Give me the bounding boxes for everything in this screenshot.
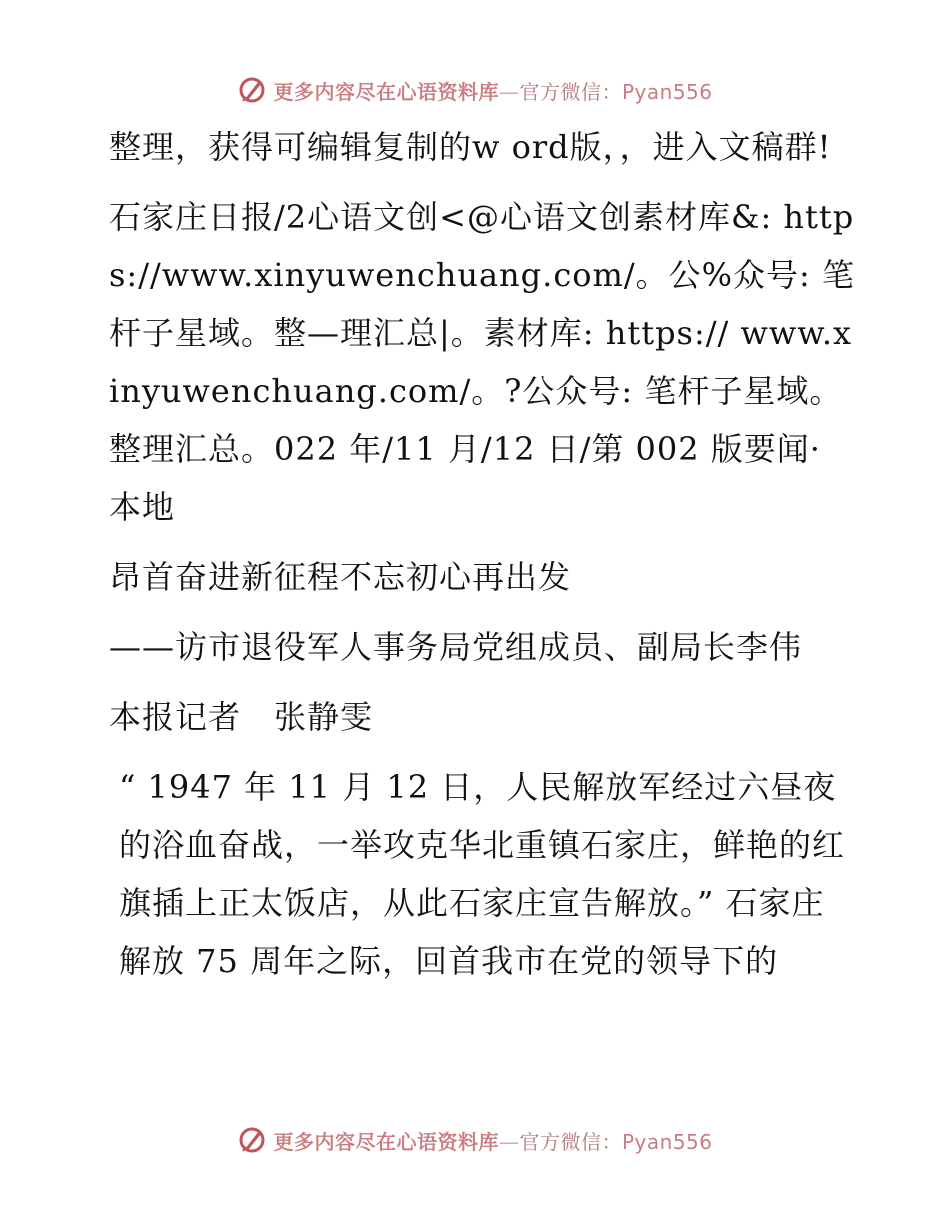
watermark-id: Pyan556 (621, 1129, 713, 1154)
watermark-separator: — (498, 1129, 520, 1154)
quill-ring-logo-icon (237, 75, 267, 105)
watermark-text (273, 1126, 712, 1155)
watermark-label: 官方微信： (519, 79, 622, 104)
footer-watermark (0, 1120, 950, 1160)
watermark-text (273, 76, 712, 105)
watermark-separator: — (498, 79, 520, 104)
article-body-paragraph: “ 1947 年 11 月 12 日，人民解放军经过六昼夜的浴血奋战，一举攻克华北重镇石家庄，鲜艳的红旗插上正太饭店，从此石家庄宣告解放。” 石家庄解放 75 周年之际，回首我市在党的领导下的 (119, 768, 846, 980)
document-body (97, 118, 857, 1002)
article-headline: 昂首奋进新征程不忘初心再出发 (109, 558, 572, 596)
quill-ring-logo-icon (237, 1125, 267, 1155)
watermark-label: 官方微信： (519, 1129, 622, 1154)
article-subheadline: ——访市退役军人事务局党组成员、副局长李伟 (109, 628, 803, 666)
watermark-id: Pyan556 (621, 79, 713, 104)
paragraph-source: 石家庄日报/2心语文创<@心语文创素材库&: https://www.xinyuwenchuang.com/。公%众号: 笔杆子星域。整—理汇总|。素材库: https:// www.xinyuwenchuang.com/。?公众号: 笔杆子星域。整理汇总。022 年/11 月/12 日/第 002 版要闻· 本地 (109, 198, 855, 526)
paragraph-intro: 整理，获得可编辑复制的w ord版，，进入文稿群! (109, 128, 832, 166)
watermark-main: 更多内容尽在心语资料库 (273, 79, 499, 104)
article-byline: 本报记者 张静雯 (109, 698, 374, 736)
watermark-main: 更多内容尽在心语资料库 (273, 1129, 499, 1154)
header-watermark (0, 70, 950, 110)
